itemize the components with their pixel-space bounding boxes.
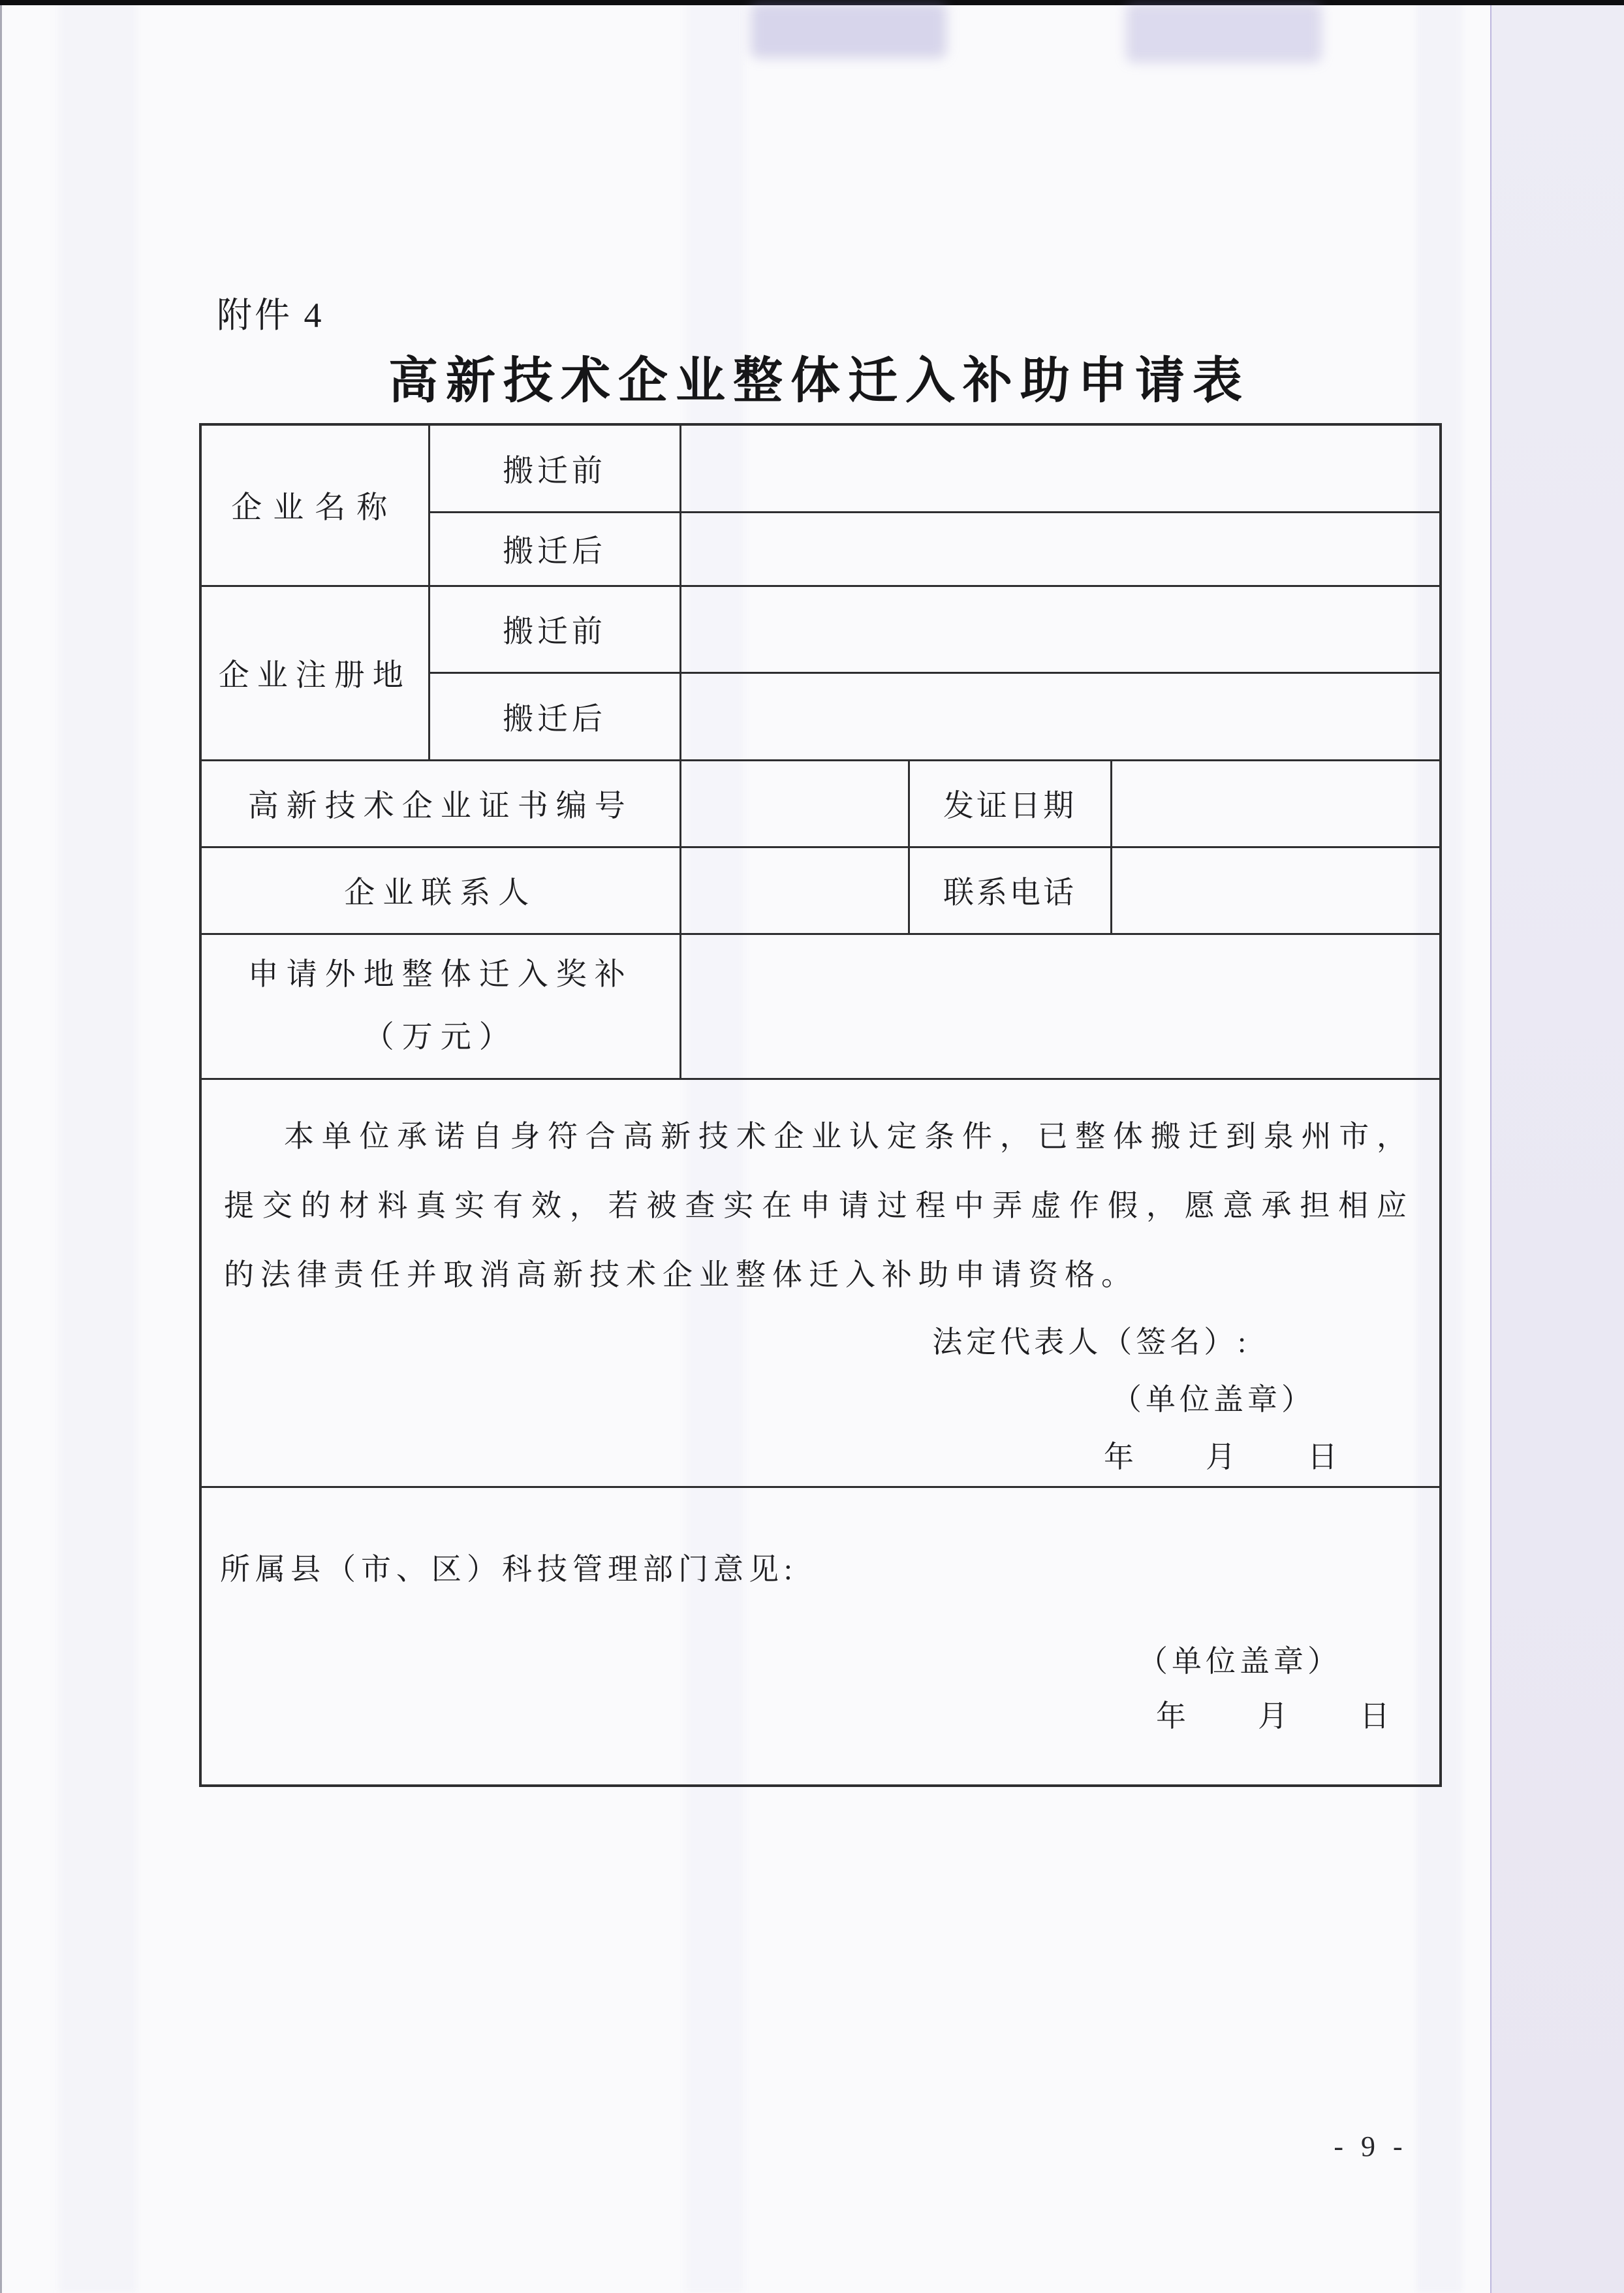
attachment-label: 附件 4 [217,296,324,335]
table-row [200,586,1441,672]
table-row [200,1487,1441,1786]
certificate-number-label: 高新技术企业证书编号 [200,760,680,847]
contact-person-value [680,847,909,934]
subsidy-amount-label [200,934,680,1079]
table-row [200,424,1441,512]
company-name-after-label: 搬迁后 [429,512,680,586]
company-name-before-value [680,424,1441,512]
department-opinion-label: 所属县（市、区）科技管理部门意见: [220,1552,798,1586]
scan-smudge [751,3,946,58]
date-blank-line: 年 月 日 [1104,1440,1342,1474]
table-row [200,760,1441,847]
declaration-line: 提交的材料真实有效，若被查实在申请过程中弄虚作假，愿意承担相应 [224,1188,1414,1222]
table-row [200,934,1441,1079]
declaration-paragraph [202,1080,1439,1310]
issue-date-label: 发证日期 [909,760,1111,847]
legal-representative-signature-label: 法定代表人（签名）: [932,1325,1251,1359]
contact-phone-value [1111,847,1441,934]
scan-smudge [1126,3,1322,63]
certificate-number-value [680,760,909,847]
contact-phone-label: 联系电话 [909,847,1111,934]
company-name-label: 企业名称 [200,424,429,586]
application-table [199,423,1442,1787]
scan-right-band [1490,0,1624,2293]
declaration-line: 的法律责任并取消高新技术企业整体迁入补助申请资格。 [224,1257,1138,1291]
unit-seal-label: （单位盖章） [1112,1382,1316,1416]
signature-block [202,1314,1439,1486]
department-opinion-cell [200,1487,1441,1786]
page-number: - 9 - [1334,2130,1408,2162]
contact-person-label: 企业联系人 [200,847,680,934]
registered-address-before-value [680,586,1441,672]
scan-left-edge [0,0,2,2293]
form-title: 高新技术企业整体迁入补助申请表 [388,354,1250,409]
registered-address-before-label: 搬迁前 [429,586,680,672]
date-blank-line: 年 月 日 [1156,1699,1394,1733]
table-row [200,847,1441,934]
table-row [200,1079,1441,1487]
registered-address-label: 企业注册地 [200,586,429,760]
company-name-after-value [680,512,1441,586]
company-name-before-label: 搬迁前 [429,424,680,512]
declaration-cell [200,1079,1441,1487]
registered-address-after-value [680,672,1441,760]
subsidy-amount-value [680,934,1441,1079]
subsidy-amount-label-line2: （万元） [363,1020,518,1054]
scan-streak [59,0,137,2293]
unit-seal-label: （单位盖章） [1138,1644,1342,1678]
issue-date-value [1111,760,1441,847]
department-signature-block [202,1634,1439,1744]
declaration-line: 本单位承诺自身符合高新技术企业认定条件，已整体搬迁到泉州市， [284,1119,1414,1153]
subsidy-amount-label-line1: 申请外地整体迁入奖补 [247,958,633,992]
registered-address-after-label: 搬迁后 [429,672,680,760]
